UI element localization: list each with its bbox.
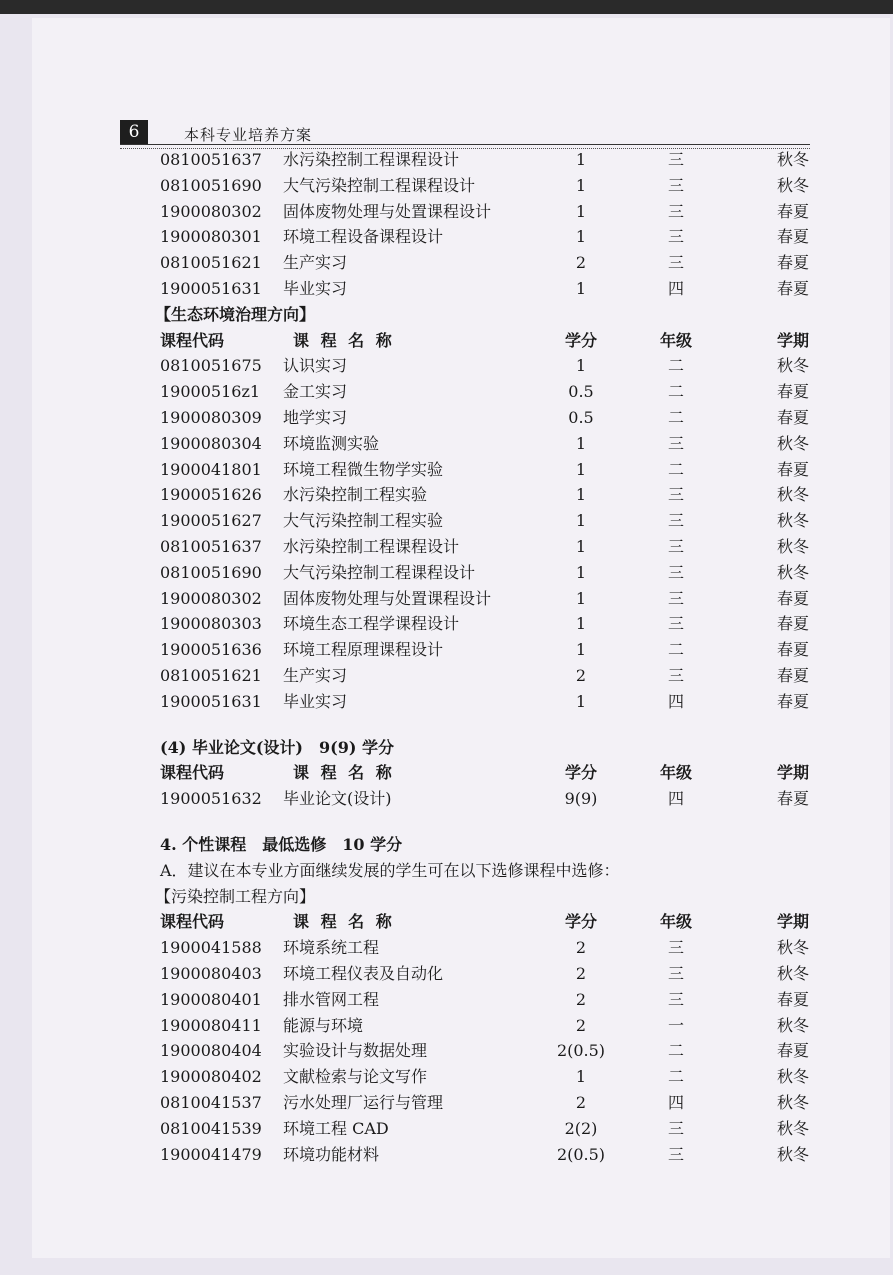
cell-code: 1900041588 xyxy=(160,938,262,958)
cell-grade: 二 xyxy=(667,640,684,660)
cell-grade: 三 xyxy=(667,511,684,531)
table-row xyxy=(0,935,893,961)
table-row xyxy=(0,961,893,987)
page-number: 6 xyxy=(120,120,148,144)
cell-code: 0810051690 xyxy=(160,175,262,195)
cell-code: 1900051632 xyxy=(160,789,262,809)
cell-credit: 1 xyxy=(575,588,587,608)
cell-name: 污水处理厂运行与管理 xyxy=(283,1093,444,1112)
header-term: 学期 xyxy=(777,763,810,783)
cell-credit: 2 xyxy=(575,1093,587,1112)
cell-code: 1900080401 xyxy=(160,989,262,1009)
cell-grade: 四 xyxy=(667,1093,684,1112)
cell-credit: 2 xyxy=(575,253,587,273)
cell-term: 秋冬 xyxy=(777,433,810,453)
cell-grade: 二 xyxy=(667,408,684,427)
table-row xyxy=(0,1038,893,1064)
cell-grade: 三 xyxy=(667,201,684,221)
cell-credit: 1 xyxy=(575,150,587,169)
cell-term: 春夏 xyxy=(777,201,810,221)
cell-name: 生产实习 xyxy=(283,666,348,685)
cell-name: 生产实习 xyxy=(283,253,348,273)
cell-credit: 1 xyxy=(575,279,587,298)
table-row xyxy=(0,405,893,431)
table-row xyxy=(0,147,893,173)
cell-name: 毕业论文(设计) xyxy=(283,789,392,809)
cell-term: 春夏 xyxy=(777,1041,810,1061)
header-term: 学期 xyxy=(777,912,810,932)
table-row xyxy=(0,199,893,225)
cell-term: 秋冬 xyxy=(777,964,810,983)
cell-credit: 2 xyxy=(575,666,587,685)
cell-grade: 二 xyxy=(667,382,684,402)
cell-credit: 2 xyxy=(575,989,587,1009)
note-a: A．建议在本专业方面继续发展的学生可在以下选修课程中选修： xyxy=(160,860,620,880)
cell-code: 0810051690 xyxy=(160,562,262,582)
cell-name: 环境系统工程 xyxy=(283,938,380,958)
cell-code: 19000516z1 xyxy=(160,382,261,402)
cell-grade: 一 xyxy=(667,1015,684,1035)
cell-code: 1900080303 xyxy=(160,614,262,634)
cell-term: 春夏 xyxy=(777,459,810,479)
cell-grade: 三 xyxy=(667,964,684,983)
cell-term: 春夏 xyxy=(777,382,810,402)
cell-grade: 四 xyxy=(667,691,684,711)
table-header xyxy=(0,909,893,935)
cell-credit: 2 xyxy=(575,1015,587,1035)
table-row xyxy=(0,534,893,560)
cell-term: 春夏 xyxy=(777,666,810,685)
table-row xyxy=(0,560,893,586)
section-heading-personal: 4. 个性课程 最低选修 10 学分 xyxy=(160,835,403,854)
cell-grade: 三 xyxy=(667,537,684,556)
section-heading-thesis: (4) 毕业论文(设计) 9(9) 学分 xyxy=(160,737,394,757)
cell-code: 1900080404 xyxy=(160,1041,262,1061)
cell-code: 1900080302 xyxy=(160,201,262,221)
table-row xyxy=(0,379,893,405)
cell-name: 水污染控制工程课程设计 xyxy=(283,537,460,556)
cell-code: 0810051637 xyxy=(160,537,262,556)
cell-term: 秋冬 xyxy=(777,1093,810,1112)
cell-name: 地学实习 xyxy=(283,408,348,427)
cell-name: 文献检索与论文写作 xyxy=(283,1067,428,1087)
table-row xyxy=(0,353,893,379)
cell-credit: 0.5 xyxy=(568,382,594,402)
cell-credit: 2 xyxy=(575,964,587,983)
cell-code: 1900080402 xyxy=(160,1067,262,1087)
cell-term: 春夏 xyxy=(777,227,810,247)
cell-name: 固体废物处理与处置课程设计 xyxy=(283,201,492,221)
cell-term: 春夏 xyxy=(777,614,810,634)
cell-term: 秋冬 xyxy=(777,1015,810,1035)
table-row xyxy=(0,508,893,534)
table-row xyxy=(0,663,893,689)
table-row xyxy=(0,431,893,457)
header-name: 课 程 名 称 xyxy=(293,912,395,932)
cell-term: 秋冬 xyxy=(777,938,810,958)
cell-credit: 1 xyxy=(575,175,587,195)
header-credit: 学分 xyxy=(564,763,597,783)
cell-credit: 1 xyxy=(575,1067,587,1087)
cell-term: 春夏 xyxy=(777,253,810,273)
cell-code: 1900080309 xyxy=(160,408,262,427)
cell-code: 1900080302 xyxy=(160,588,262,608)
cell-grade: 三 xyxy=(667,150,684,169)
table-row xyxy=(0,1013,893,1039)
cell-name: 环境监测实验 xyxy=(283,433,380,453)
table-row xyxy=(0,1090,893,1116)
cell-grade: 三 xyxy=(667,562,684,582)
cell-term: 春夏 xyxy=(777,408,810,427)
header-code: 课程代码 xyxy=(160,912,225,932)
cell-credit: 1 xyxy=(575,640,587,660)
cell-credit: 0.5 xyxy=(568,408,594,427)
cell-name: 固体废物处理与处置课程设计 xyxy=(283,588,492,608)
cell-grade: 二 xyxy=(667,1067,684,1087)
cell-credit: 1 xyxy=(575,459,587,479)
cell-credit: 2 xyxy=(575,938,587,958)
cell-grade: 二 xyxy=(667,1041,684,1061)
header-name: 课 程 名 称 xyxy=(293,330,395,350)
cell-credit: 2(0.5) xyxy=(556,1041,606,1061)
cell-term: 秋冬 xyxy=(777,175,810,195)
header-name: 课 程 名 称 xyxy=(293,763,395,783)
cell-name: 排水管网工程 xyxy=(283,989,380,1009)
cell-term: 春夏 xyxy=(777,789,810,809)
table-row xyxy=(0,482,893,508)
cell-code: 1900080403 xyxy=(160,964,262,983)
header-grade: 年级 xyxy=(659,912,692,932)
table-row xyxy=(0,224,893,250)
cell-name: 环境工程设备课程设计 xyxy=(283,227,444,247)
cell-code: 0810041539 xyxy=(160,1118,262,1138)
header-grade: 年级 xyxy=(659,763,692,783)
header-grade: 年级 xyxy=(659,330,692,350)
cell-name: 毕业实习 xyxy=(283,279,348,298)
section-heading-pollution: 【污染控制工程方向】 xyxy=(155,886,316,906)
cell-term: 春夏 xyxy=(777,640,810,660)
cell-code: 1900080411 xyxy=(160,1015,262,1035)
cell-credit: 1 xyxy=(575,562,587,582)
cell-credit: 1 xyxy=(575,614,587,634)
cell-credit: 1 xyxy=(575,356,587,376)
cell-credit: 1 xyxy=(575,485,587,505)
cell-code: 1900041479 xyxy=(160,1144,262,1164)
cell-code: 1900051631 xyxy=(160,691,262,711)
cell-term: 春夏 xyxy=(777,989,810,1009)
table-header xyxy=(0,328,893,354)
cell-term: 春夏 xyxy=(777,279,810,298)
header-code: 课程代码 xyxy=(160,330,225,350)
cell-code: 0810051675 xyxy=(160,356,262,376)
cell-grade: 三 xyxy=(667,614,684,634)
cell-term: 秋冬 xyxy=(777,537,810,556)
table-header xyxy=(0,760,893,786)
cell-grade: 三 xyxy=(667,485,684,505)
table-row xyxy=(0,1064,893,1090)
cell-term: 秋冬 xyxy=(777,150,810,169)
cell-grade: 四 xyxy=(667,279,684,298)
cell-grade: 三 xyxy=(667,175,684,195)
cell-credit: 2(2) xyxy=(564,1118,598,1138)
table-row xyxy=(0,586,893,612)
table-row xyxy=(0,173,893,199)
table-row xyxy=(0,987,893,1013)
cell-credit: 2(0.5) xyxy=(556,1144,606,1164)
cell-grade: 三 xyxy=(667,433,684,453)
cell-code: 1900080301 xyxy=(160,227,262,247)
cell-name: 金工实习 xyxy=(283,382,348,402)
table-row xyxy=(0,1142,893,1168)
table-row xyxy=(0,611,893,637)
cell-grade: 三 xyxy=(667,938,684,958)
cell-name: 毕业实习 xyxy=(283,691,348,711)
cell-code: 1900051631 xyxy=(160,279,262,298)
cell-credit: 1 xyxy=(575,227,587,247)
table-row xyxy=(0,637,893,663)
cell-grade: 三 xyxy=(667,588,684,608)
cell-grade: 三 xyxy=(667,227,684,247)
cell-term: 秋冬 xyxy=(777,1067,810,1087)
cell-term: 秋冬 xyxy=(777,485,810,505)
cell-code: 0810051621 xyxy=(160,253,262,273)
cell-name: 环境工程 CAD xyxy=(283,1118,389,1138)
header-credit: 学分 xyxy=(564,330,597,350)
cell-credit: 9(9) xyxy=(564,789,598,809)
header-credit: 学分 xyxy=(564,912,597,932)
cell-term: 春夏 xyxy=(777,588,810,608)
cell-name: 大气污染控制工程实验 xyxy=(283,511,444,531)
cell-grade: 三 xyxy=(667,1118,684,1138)
cell-name: 实验设计与数据处理 xyxy=(283,1041,428,1061)
cell-code: 0810051637 xyxy=(160,150,262,169)
cell-credit: 1 xyxy=(575,201,587,221)
cell-term: 秋冬 xyxy=(777,1118,810,1138)
table-row xyxy=(0,786,893,812)
cell-term: 春夏 xyxy=(777,691,810,711)
cell-name: 环境工程原理课程设计 xyxy=(283,640,444,660)
cell-code: 1900051626 xyxy=(160,485,262,505)
cell-credit: 1 xyxy=(575,691,587,711)
scan-top-edge xyxy=(0,0,893,14)
section-heading-eco: 【生态环境治理方向】 xyxy=(155,304,316,324)
cell-name: 能源与环境 xyxy=(283,1015,364,1035)
cell-name: 大气污染控制工程课程设计 xyxy=(283,175,476,195)
cell-code: 1900080304 xyxy=(160,433,262,453)
cell-grade: 三 xyxy=(667,253,684,273)
cell-name: 大气污染控制工程课程设计 xyxy=(283,562,476,582)
table-row xyxy=(0,276,893,302)
cell-code: 0810041537 xyxy=(160,1093,262,1112)
cell-term: 秋冬 xyxy=(777,1144,810,1164)
cell-name: 环境工程仪表及自动化 xyxy=(283,964,444,983)
cell-credit: 1 xyxy=(575,433,587,453)
cell-term: 秋冬 xyxy=(777,562,810,582)
table-row xyxy=(0,457,893,483)
cell-term: 秋冬 xyxy=(777,511,810,531)
cell-name: 水污染控制工程课程设计 xyxy=(283,150,460,169)
table-row xyxy=(0,1116,893,1142)
cell-name: 水污染控制工程实验 xyxy=(283,485,428,505)
cell-name: 环境生态工程学课程设计 xyxy=(283,614,460,634)
cell-grade: 二 xyxy=(667,459,684,479)
cell-code: 1900051627 xyxy=(160,511,262,531)
running-title: 本科专业培养方案 xyxy=(184,126,313,144)
page-header xyxy=(120,120,810,146)
table-row xyxy=(0,689,893,715)
cell-name: 认识实习 xyxy=(283,356,348,376)
cell-name: 环境功能材料 xyxy=(283,1144,380,1164)
cell-credit: 1 xyxy=(575,537,587,556)
cell-grade: 四 xyxy=(667,789,684,809)
cell-name: 环境工程微生物学实验 xyxy=(283,459,444,479)
cell-grade: 三 xyxy=(667,989,684,1009)
cell-grade: 三 xyxy=(667,1144,684,1164)
cell-credit: 1 xyxy=(575,511,587,531)
cell-code: 1900051636 xyxy=(160,640,262,660)
cell-grade: 三 xyxy=(667,666,684,685)
header-code: 课程代码 xyxy=(160,763,225,783)
header-term: 学期 xyxy=(777,330,810,350)
cell-term: 秋冬 xyxy=(777,356,810,376)
cell-code: 1900041801 xyxy=(160,459,262,479)
cell-grade: 二 xyxy=(667,356,684,376)
table-row xyxy=(0,250,893,276)
cell-code: 0810051621 xyxy=(160,666,262,685)
